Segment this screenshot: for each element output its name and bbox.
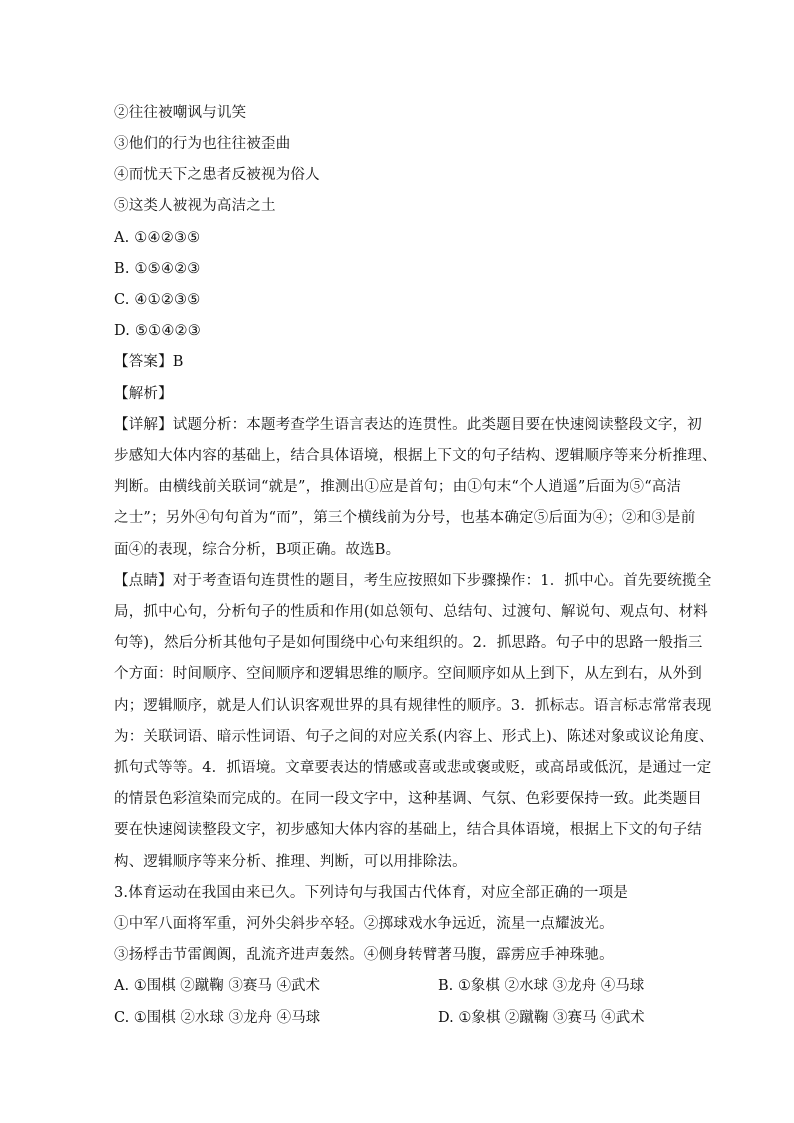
sentence-3: ③他们的行为也往往被歪曲 [114,136,291,152]
q3-option-b: B. ①象棋 ②水球 ③龙舟 ④马球 [438,978,645,994]
detail-line: 之士”；另外④句句首为“而”，第三个横线前为分号，也基本确定⑤后面为④；②和③是前 [114,510,696,526]
tip-line: 要在快速阅读整段文字，初步感知大体内容的基础上，结合具体语境，根据上下文的句子结 [114,822,702,838]
detail-line: 步感知大体内容的基础上，结合具体语境，根据上下文的句子结构、逻辑顺序等来分析推理、 [114,448,717,464]
tip-line: 构、逻辑顺序等来分析、推理、判断，可以用排除法。 [114,854,467,870]
q3-option-a: A. ①围棋 ②蹴鞠 ③赛马 ④武术 [114,978,321,994]
tip-line: 局，抓中心句，分析句子的性质和作用(如总领句、总结句、过渡句、解说句、观点句、材料 [114,604,708,620]
option-a: A. ①④②③⑤ [114,230,201,246]
tip-line: 个方面：时间顺序、空间顺序和逻辑思维的顺序。空间顺序如从上到下，从左到右，从外到 [114,666,702,682]
sentence-4: ④而忧天下之患者反被视为俗人 [114,167,320,183]
tip-line: 抓句式等等。4．抓语境。文章要表达的情感或喜或悲或褒或贬，或高昂或低沉，是通过一定 [114,760,712,776]
detail-line: 判断。由横线前关联词“就是”，推测出①应是首句；由①句末“个人逍遥”后面为⑤“高洁 [114,479,682,495]
sentence-2: ②往往被嘲讽与讥笑 [114,105,247,121]
tip-line: 【点睛】对于考查语句连贯性的题目，考生应按照如下步骤操作：1．抓中心。首先要统揽全 [114,573,712,589]
option-b: B. ①⑤④②③ [114,261,201,277]
q3-option-d: D. ①象棋 ②蹴鞠 ③赛马 ④武术 [438,1010,645,1026]
question-3-stem: 3.体育运动在我国由来已久。下列诗句与我国古代体育，对应全部正确的一项是 [114,885,629,901]
poem-line-1: ①中军八面将军重，河外尖斜步卒轻。②掷球戏水争远近，流星一点耀波光。 [114,916,614,932]
analysis-label: 【解析】 [114,386,173,402]
answer: 【答案】B [114,354,184,370]
tip-line: 内；逻辑顺序，就是人们认识客观世界的具有规律性的顺序。3．抓标志。语言标志常常表现 [114,698,712,714]
detail-line: 【详解】试题分析：本题考查学生语言表达的连贯性。此类题目要在快速阅读整段文字，初 [114,417,702,433]
tip-line: 句等)，然后分析其他句子是如何围绕中心句来组织的。2．抓思路。句子中的思路一般指三 [114,635,703,651]
tip-line: 为：关联词语、暗示性词语、句子之间的对应关系(内容上、形式上)、陈述对象或议论角度、 [114,729,714,745]
sentence-5: ⑤这类人被视为高洁之土 [114,198,276,214]
option-c: C. ④①②③⑤ [114,292,201,308]
option-d: D. ⑤①④②③ [114,323,201,339]
poem-line-2: ③扬桴击节雷阗阗，乱流齐进声轰然。④侧身转臂著马腹，霹雳应手神珠驰。 [114,947,614,963]
q3-option-c: C. ①围棋 ②水球 ③龙舟 ④马球 [114,1010,321,1026]
tip-line: 的情景色彩渲染而完成的。在同一段文字中，这种基调、气氛、色彩要保持一致。此类题目 [114,791,702,807]
detail-line: 面④的表现，综合分析，B项正确。故选B。 [114,542,401,558]
